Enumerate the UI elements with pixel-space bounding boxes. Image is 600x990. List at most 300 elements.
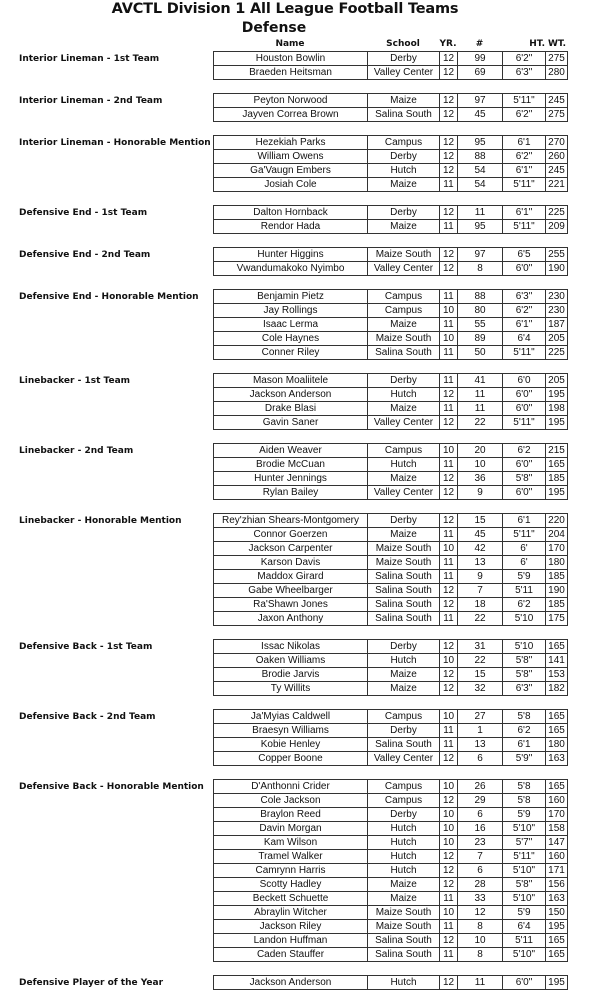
table-row (214, 752, 568, 766)
cell-yr: 12 (440, 248, 458, 262)
cell-yr: 12 (440, 514, 458, 528)
cell-yr: 11 (440, 724, 458, 738)
cell-num: 50 (458, 346, 503, 360)
cell-ht: 6'2" (503, 150, 546, 164)
table-row (214, 892, 568, 906)
cell-school: Maize (368, 878, 440, 892)
cell-ht: 5'9 (503, 808, 546, 822)
roster-table (213, 373, 568, 430)
cell-wt: 195 (546, 486, 568, 500)
section-label: Linebacker - Honorable Mention (19, 516, 182, 526)
cell-ht: 6'3" (503, 682, 546, 696)
cell-ht: 6'1" (503, 164, 546, 178)
cell-wt: 158 (546, 822, 568, 836)
cell-school: Maize (368, 668, 440, 682)
cell-ht: 6'2" (503, 52, 546, 66)
cell-ht: 6' (503, 556, 546, 570)
cell-name: D'Anthonni Crider (214, 780, 368, 794)
cell-yr: 10 (440, 780, 458, 794)
cell-school: Campus (368, 710, 440, 724)
roster-table (213, 247, 568, 276)
cell-wt: 180 (546, 556, 568, 570)
cell-school: Hutch (368, 654, 440, 668)
cell-num: 11 (458, 976, 503, 990)
document-title: AVCTL Division 1 All League Football Teams (111, 1, 459, 17)
cell-num: 95 (458, 220, 503, 234)
cell-ht: 6'1 (503, 738, 546, 752)
cell-ht: 5'9 (503, 570, 546, 584)
cell-ht: 5'11" (503, 850, 546, 864)
cell-school: Derby (368, 640, 440, 654)
cell-name: Braeden Heitsman (214, 66, 368, 80)
section-label: Defensive Back - 2nd Team (19, 712, 156, 722)
cell-wt: 205 (546, 332, 568, 346)
cell-wt: 180 (546, 738, 568, 752)
cell-num: 1 (458, 724, 503, 738)
cell-wt: 198 (546, 402, 568, 416)
cell-wt: 150 (546, 906, 568, 920)
table-row (214, 150, 568, 164)
cell-yr: 12 (440, 640, 458, 654)
cell-wt: 190 (546, 584, 568, 598)
table-row (214, 780, 568, 794)
roster-table (213, 289, 568, 360)
table-row (214, 94, 568, 108)
table-row (214, 220, 568, 234)
cell-ht: 5'11 (503, 934, 546, 948)
cell-num: 18 (458, 598, 503, 612)
cell-name: Cole Jackson (214, 794, 368, 808)
cell-name: Gabe Wheelbarger (214, 584, 368, 598)
cell-num: 95 (458, 136, 503, 150)
cell-yr: 11 (440, 402, 458, 416)
cell-wt: 260 (546, 150, 568, 164)
cell-yr: 12 (440, 164, 458, 178)
cell-ht: 6' (503, 542, 546, 556)
cell-ht: 6'2" (503, 304, 546, 318)
cell-ht: 5'11" (503, 178, 546, 192)
cell-school: Maize (368, 220, 440, 234)
cell-wt: 255 (546, 248, 568, 262)
cell-num: 13 (458, 738, 503, 752)
table-row (214, 108, 568, 122)
cell-name: Connor Goerzen (214, 528, 368, 542)
table-row (214, 948, 568, 962)
cell-school: Derby (368, 206, 440, 220)
cell-school: Derby (368, 724, 440, 738)
cell-ht: 5'11" (503, 416, 546, 430)
cell-name: Hunter Jennings (214, 472, 368, 486)
cell-wt: 195 (546, 920, 568, 934)
cell-wt: 245 (546, 94, 568, 108)
table-row (214, 332, 568, 346)
section-label: Interior Lineman - Honorable Mention (19, 138, 211, 148)
cell-name: Josiah Cole (214, 178, 368, 192)
table-row (214, 738, 568, 752)
cell-num: 8 (458, 920, 503, 934)
table-row (214, 514, 568, 528)
section-label: Interior Lineman - 1st Team (19, 54, 160, 64)
cell-yr: 12 (440, 108, 458, 122)
cell-school: Maize South (368, 906, 440, 920)
cell-yr: 11 (440, 738, 458, 752)
cell-school: Salina South (368, 612, 440, 626)
cell-name: Hezekiah Parks (214, 136, 368, 150)
cell-wt: 220 (546, 514, 568, 528)
table-row (214, 472, 568, 486)
cell-yr: 10 (440, 906, 458, 920)
cell-num: 20 (458, 444, 503, 458)
table-row (214, 976, 568, 990)
cell-ht: 5'10" (503, 864, 546, 878)
col-header-name: Name (275, 39, 305, 49)
cell-name: Jackson Anderson (214, 388, 368, 402)
cell-num: 29 (458, 794, 503, 808)
cell-yr: 11 (440, 570, 458, 584)
table-row (214, 654, 568, 668)
cell-yr: 11 (440, 290, 458, 304)
cell-wt: 147 (546, 836, 568, 850)
cell-num: 11 (458, 388, 503, 402)
cell-ht: 6'0" (503, 388, 546, 402)
cell-school: Maize South (368, 542, 440, 556)
cell-ht: 6'5 (503, 248, 546, 262)
cell-num: 12 (458, 906, 503, 920)
cell-school: Maize (368, 178, 440, 192)
cell-school: Campus (368, 444, 440, 458)
table-row (214, 724, 568, 738)
cell-name: Landon Huffman (214, 934, 368, 948)
cell-yr: 10 (440, 444, 458, 458)
section-label: Linebacker - 1st Team (19, 376, 131, 386)
cell-ht: 5'9" (503, 752, 546, 766)
cell-yr: 12 (440, 668, 458, 682)
table-row (214, 248, 568, 262)
cell-yr: 12 (440, 52, 458, 66)
cell-school: Valley Center (368, 262, 440, 276)
cell-school: Derby (368, 808, 440, 822)
cell-num: 69 (458, 66, 503, 80)
cell-yr: 12 (440, 682, 458, 696)
cell-ht: 6'1" (503, 206, 546, 220)
cell-ht: 5'10" (503, 822, 546, 836)
cell-wt: 275 (546, 108, 568, 122)
document-subtitle: Defense (241, 20, 307, 36)
cell-wt: 185 (546, 472, 568, 486)
cell-yr: 11 (440, 556, 458, 570)
cell-name: Davin Morgan (214, 822, 368, 836)
cell-name: Jackson Carpenter (214, 542, 368, 556)
cell-wt: 205 (546, 374, 568, 388)
table-row (214, 822, 568, 836)
cell-ht: 6'0" (503, 976, 546, 990)
cell-name: Aiden Weaver (214, 444, 368, 458)
table-row (214, 794, 568, 808)
cell-num: 9 (458, 570, 503, 584)
cell-yr: 12 (440, 850, 458, 864)
cell-school: Derby (368, 514, 440, 528)
table-row (214, 542, 568, 556)
cell-wt: 160 (546, 794, 568, 808)
cell-ht: 6'1 (503, 514, 546, 528)
cell-name: Cole Haynes (214, 332, 368, 346)
cell-yr: 12 (440, 150, 458, 164)
table-row (214, 206, 568, 220)
cell-num: 31 (458, 640, 503, 654)
cell-wt: 185 (546, 570, 568, 584)
cell-yr: 12 (440, 262, 458, 276)
cell-ht: 5'8 (503, 780, 546, 794)
cell-school: Derby (368, 374, 440, 388)
col-header-yr: YR. (439, 39, 457, 49)
cell-school: Valley Center (368, 752, 440, 766)
cell-school: Salina South (368, 570, 440, 584)
table-row (214, 402, 568, 416)
table-row (214, 346, 568, 360)
cell-wt: 165 (546, 458, 568, 472)
table-row (214, 598, 568, 612)
cell-num: 33 (458, 892, 503, 906)
cell-wt: 165 (546, 724, 568, 738)
table-row (214, 262, 568, 276)
cell-num: 88 (458, 150, 503, 164)
cell-wt: 141 (546, 654, 568, 668)
table-row (214, 556, 568, 570)
table-row (214, 304, 568, 318)
cell-wt: 209 (546, 220, 568, 234)
cell-school: Maize South (368, 556, 440, 570)
table-row (214, 374, 568, 388)
cell-school: Salina South (368, 598, 440, 612)
cell-school: Salina South (368, 584, 440, 598)
cell-yr: 12 (440, 794, 458, 808)
cell-name: Kobie Henley (214, 738, 368, 752)
cell-num: 26 (458, 780, 503, 794)
section-label: Defensive End - Honorable Mention (19, 292, 199, 302)
cell-num: 15 (458, 514, 503, 528)
cell-name: Jaxon Anthony (214, 612, 368, 626)
cell-wt: 170 (546, 808, 568, 822)
cell-num: 13 (458, 556, 503, 570)
roster-table (213, 639, 568, 696)
cell-name: Rylan Bailey (214, 486, 368, 500)
table-row (214, 318, 568, 332)
table-row (214, 52, 568, 66)
cell-num: 22 (458, 654, 503, 668)
cell-yr: 12 (440, 752, 458, 766)
cell-name: Maddox Girard (214, 570, 368, 584)
cell-name: Houston Bowlin (214, 52, 368, 66)
roster-table (213, 443, 568, 500)
cell-yr: 11 (440, 374, 458, 388)
cell-school: Maize South (368, 332, 440, 346)
table-row (214, 682, 568, 696)
table-row (214, 178, 568, 192)
cell-ht: 6'4 (503, 332, 546, 346)
cell-school: Hutch (368, 458, 440, 472)
cell-ht: 6'0" (503, 486, 546, 500)
cell-yr: 12 (440, 934, 458, 948)
cell-ht: 6'4 (503, 920, 546, 934)
cell-name: Dalton Hornback (214, 206, 368, 220)
cell-wt: 160 (546, 850, 568, 864)
cell-school: Salina South (368, 948, 440, 962)
cell-ht: 5'10" (503, 892, 546, 906)
cell-yr: 12 (440, 94, 458, 108)
cell-school: Campus (368, 780, 440, 794)
cell-wt: 165 (546, 934, 568, 948)
cell-num: 10 (458, 934, 503, 948)
col-header-school: School (386, 39, 420, 49)
cell-wt: 187 (546, 318, 568, 332)
cell-num: 23 (458, 836, 503, 850)
cell-school: Maize (368, 318, 440, 332)
col-header-height: HT. (529, 39, 545, 49)
cell-yr: 11 (440, 346, 458, 360)
cell-ht: 5'8" (503, 472, 546, 486)
cell-school: Maize (368, 892, 440, 906)
cell-ht: 6'2 (503, 598, 546, 612)
cell-num: 80 (458, 304, 503, 318)
cell-ht: 6'1" (503, 318, 546, 332)
cell-yr: 11 (440, 318, 458, 332)
cell-name: William Owens (214, 150, 368, 164)
cell-name: Abraylin Witcher (214, 906, 368, 920)
section-label: Defensive Back - Honorable Mention (19, 782, 204, 792)
cell-wt: 163 (546, 752, 568, 766)
cell-yr: 12 (440, 486, 458, 500)
table-row (214, 850, 568, 864)
table-row (214, 906, 568, 920)
cell-wt: 204 (546, 528, 568, 542)
cell-wt: 195 (546, 416, 568, 430)
cell-name: Rey'zhian Shears-Montgomery (214, 514, 368, 528)
table-row (214, 808, 568, 822)
cell-name: Copper Boone (214, 752, 368, 766)
table-row (214, 920, 568, 934)
col-header-number: # (475, 39, 484, 49)
cell-num: 54 (458, 178, 503, 192)
cell-wt: 225 (546, 206, 568, 220)
roster-table (213, 93, 568, 122)
cell-wt: 225 (546, 346, 568, 360)
cell-ht: 5'11 (503, 584, 546, 598)
table-row (214, 878, 568, 892)
cell-ht: 5'8" (503, 668, 546, 682)
table-row (214, 864, 568, 878)
cell-school: Maize (368, 528, 440, 542)
cell-school: Salina South (368, 346, 440, 360)
cell-ht: 6'1 (503, 136, 546, 150)
cell-num: 11 (458, 402, 503, 416)
roster-table (213, 975, 568, 990)
cell-school: Campus (368, 136, 440, 150)
cell-school: Maize South (368, 920, 440, 934)
section-label: Interior Lineman - 2nd Team (19, 96, 163, 106)
table-row (214, 164, 568, 178)
cell-school: Hutch (368, 822, 440, 836)
cell-school: Derby (368, 150, 440, 164)
section-label: Linebacker - 2nd Team (19, 446, 134, 456)
cell-num: 32 (458, 682, 503, 696)
cell-ht: 5'11" (503, 220, 546, 234)
cell-name: Issac Nikolas (214, 640, 368, 654)
cell-ht: 5'8 (503, 710, 546, 724)
cell-school: Campus (368, 304, 440, 318)
roster-table (213, 51, 568, 80)
cell-name: Tramel Walker (214, 850, 368, 864)
cell-wt: 170 (546, 542, 568, 556)
cell-wt: 270 (546, 136, 568, 150)
table-row (214, 836, 568, 850)
cell-yr: 10 (440, 654, 458, 668)
cell-ht: 5'9 (503, 906, 546, 920)
cell-name: Mason Moaliitele (214, 374, 368, 388)
cell-num: 97 (458, 248, 503, 262)
cell-school: Salina South (368, 934, 440, 948)
cell-yr: 10 (440, 304, 458, 318)
cell-yr: 11 (440, 920, 458, 934)
cell-wt: 275 (546, 52, 568, 66)
cell-name: Isaac Lerma (214, 318, 368, 332)
cell-school: Valley Center (368, 416, 440, 430)
cell-yr: 12 (440, 584, 458, 598)
cell-name: Ga'Vaugn Embers (214, 164, 368, 178)
cell-name: Gavin Saner (214, 416, 368, 430)
cell-num: 6 (458, 808, 503, 822)
table-row (214, 486, 568, 500)
cell-ht: 5'10" (503, 948, 546, 962)
cell-ht: 5'8 (503, 794, 546, 808)
cell-num: 54 (458, 164, 503, 178)
table-row (214, 710, 568, 724)
cell-yr: 12 (440, 66, 458, 80)
cell-wt: 190 (546, 262, 568, 276)
cell-school: Hutch (368, 864, 440, 878)
cell-name: Braesyn Williams (214, 724, 368, 738)
cell-num: 27 (458, 710, 503, 724)
cell-wt: 215 (546, 444, 568, 458)
cell-wt: 156 (546, 878, 568, 892)
cell-ht: 6'2" (503, 108, 546, 122)
cell-ht: 5'7" (503, 836, 546, 850)
cell-name: Jayven Correa Brown (214, 108, 368, 122)
cell-school: Maize (368, 472, 440, 486)
cell-wt: 280 (546, 66, 568, 80)
table-row (214, 290, 568, 304)
cell-num: 88 (458, 290, 503, 304)
cell-name: Brodie McCuan (214, 458, 368, 472)
table-row (214, 934, 568, 948)
cell-yr: 12 (440, 864, 458, 878)
cell-school: Maize (368, 402, 440, 416)
cell-num: 9 (458, 486, 503, 500)
cell-name: Vwandumakoko Nyimbo (214, 262, 368, 276)
cell-num: 6 (458, 752, 503, 766)
cell-yr: 10 (440, 822, 458, 836)
cell-ht: 6'3" (503, 66, 546, 80)
cell-school: Valley Center (368, 66, 440, 80)
cell-yr: 12 (440, 976, 458, 990)
cell-yr: 10 (440, 710, 458, 724)
cell-wt: 165 (546, 640, 568, 654)
cell-num: 7 (458, 584, 503, 598)
cell-yr: 10 (440, 332, 458, 346)
cell-yr: 11 (440, 528, 458, 542)
table-row (214, 668, 568, 682)
cell-name: Brodie Jarvis (214, 668, 368, 682)
cell-num: 41 (458, 374, 503, 388)
